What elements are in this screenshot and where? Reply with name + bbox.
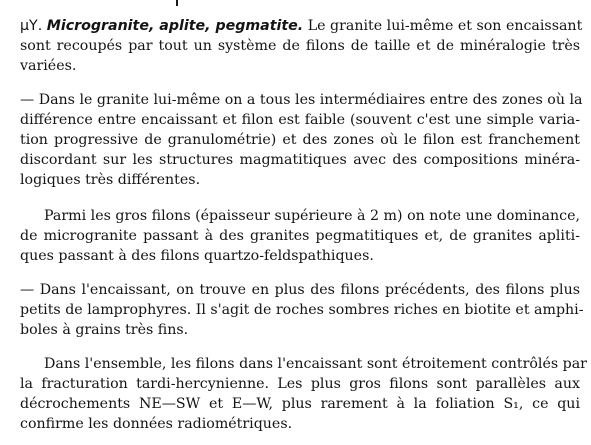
intro-line-1-text: Le granite lui-même et son encaissant — [307, 18, 583, 34]
paragraph-line: la fracturation tardi-hercynienne. Les plus gros filons sont parallèles aux — [20, 376, 580, 392]
paragraph-line: ques passant à des filons quartzo-feldspathiques. — [20, 248, 374, 264]
paragraph-ensemble — [20, 354, 587, 434]
section-symbol: μΥ. — [20, 18, 43, 34]
intro-line-2: sont recoupés par tout un système de filons de taille et de minéralogie très — [20, 38, 580, 54]
paragraph-line: tion progressive de granulométrie) et des zones où le filon est franchement — [20, 132, 580, 148]
paragraph-encaissant — [20, 280, 584, 340]
paragraph-line: Dans l'ensemble, les filons dans l'encaissant sont étroitement contrôlés par — [44, 356, 587, 372]
paragraph-line: décrochements NE—SW et E—W, plus rarement à la foliation S₁, ce qui — [20, 396, 580, 412]
paragraph-line: boles à grains très fins. — [20, 322, 189, 338]
paragraph-line: de microgranite passant à des granites pegmatitiques et, de granites apliti- — [20, 228, 580, 244]
paragraph-line: petits de lamprophyres. Il s'agit de roches sombres riches en biotite et amphi- — [20, 302, 584, 318]
paragraph-line: différence entre encaissant et filon est faible (souvent c'est une simple varia- — [20, 112, 580, 128]
paragraph-line: logiques très différentes. — [20, 172, 201, 188]
section-intro-paragraph — [20, 16, 583, 76]
scan-mark — [176, 0, 178, 6]
section-title: Microgranite, aplite, pegmatite. — [46, 18, 304, 34]
intro-line-1 — [20, 16, 583, 36]
paragraph-line: discordant sur les structures magmatitiques avec des compositions minéra- — [20, 152, 580, 168]
paragraph-line: confirme les données radiométriques. — [20, 416, 293, 432]
paragraph-line: Parmi les gros filons (épaisseur supérieure à 2 m) on note une dominance, — [44, 208, 580, 224]
intro-line-3: variées. — [20, 58, 77, 74]
paragraph-granite — [20, 90, 583, 190]
paragraph-line: — Dans le granite lui-même on a tous les intermédiaires entre des zones où la — [20, 92, 583, 108]
paragraph-gros-filons — [20, 206, 580, 266]
paragraph-line: — Dans l'encaissant, on trouve en plus des filons précédents, des filons plus — [20, 282, 580, 298]
